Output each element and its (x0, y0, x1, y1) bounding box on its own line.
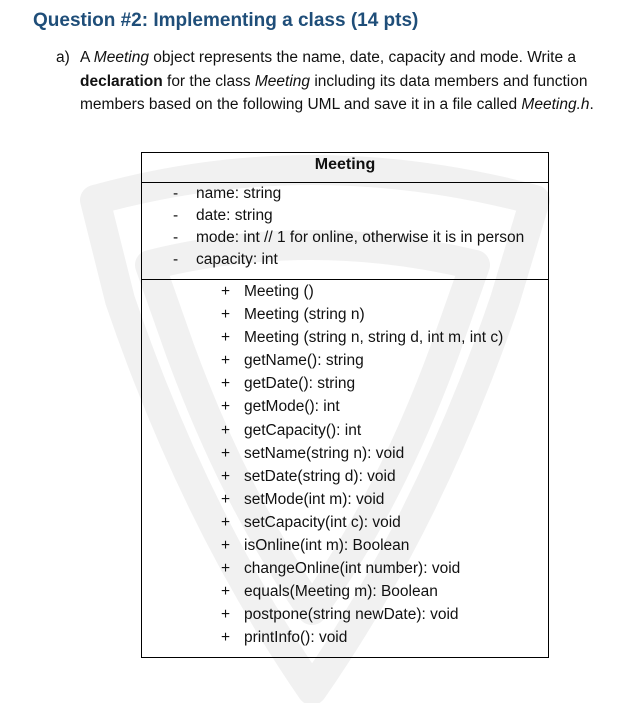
method-row: + getMode(): int (221, 398, 340, 416)
method-row: + setDate(string d): void (221, 467, 396, 485)
page-title: Question #2: Implementing a class (14 pts) (33, 10, 419, 31)
method-row: + Meeting (string n, string d, int m, int c) (221, 329, 504, 347)
method-row: + equals(Meeting m): Boolean (221, 583, 438, 601)
uml-class-diagram (141, 152, 549, 658)
method-row: + getDate(): string (221, 375, 356, 393)
method-row: + changeOnline(int number): void (221, 560, 461, 578)
uml-methods (142, 280, 548, 650)
uml-attributes (142, 183, 548, 280)
method-row: + isOnline(int m): Boolean (221, 537, 410, 555)
question-text (56, 46, 616, 117)
method-row: + getName(): string (221, 352, 364, 370)
method-row: + setMode(int m): void (221, 490, 385, 508)
method-row: + printInfo(): void (221, 629, 348, 647)
question-line: A Meeting object represents the name, date, capacity and mode. Write a (80, 49, 577, 66)
attribute-row: - capacity: int (173, 251, 278, 268)
method-row: + Meeting () (221, 283, 314, 300)
attribute-row: - date: string (173, 207, 273, 224)
method-row: + Meeting (string n) (221, 306, 365, 324)
question-line: members based on the following UML and save it in a file called Meeting.h. (80, 96, 594, 113)
attribute-row: - name: string (173, 185, 282, 202)
method-row: + setCapacity(int c): void (221, 513, 401, 531)
method-row: + setName(string n): void (221, 444, 405, 462)
item-marker: a) (56, 49, 70, 66)
method-row: + getCapacity(): int (221, 421, 362, 439)
attribute-row: - mode: int // 1 for online, otherwise it is in person (173, 229, 525, 246)
method-row: + postpone(string newDate): void (221, 606, 459, 624)
question-line: declaration for the class Meeting including its data members and function (80, 72, 588, 90)
uml-class-name: Meeting (142, 153, 548, 183)
